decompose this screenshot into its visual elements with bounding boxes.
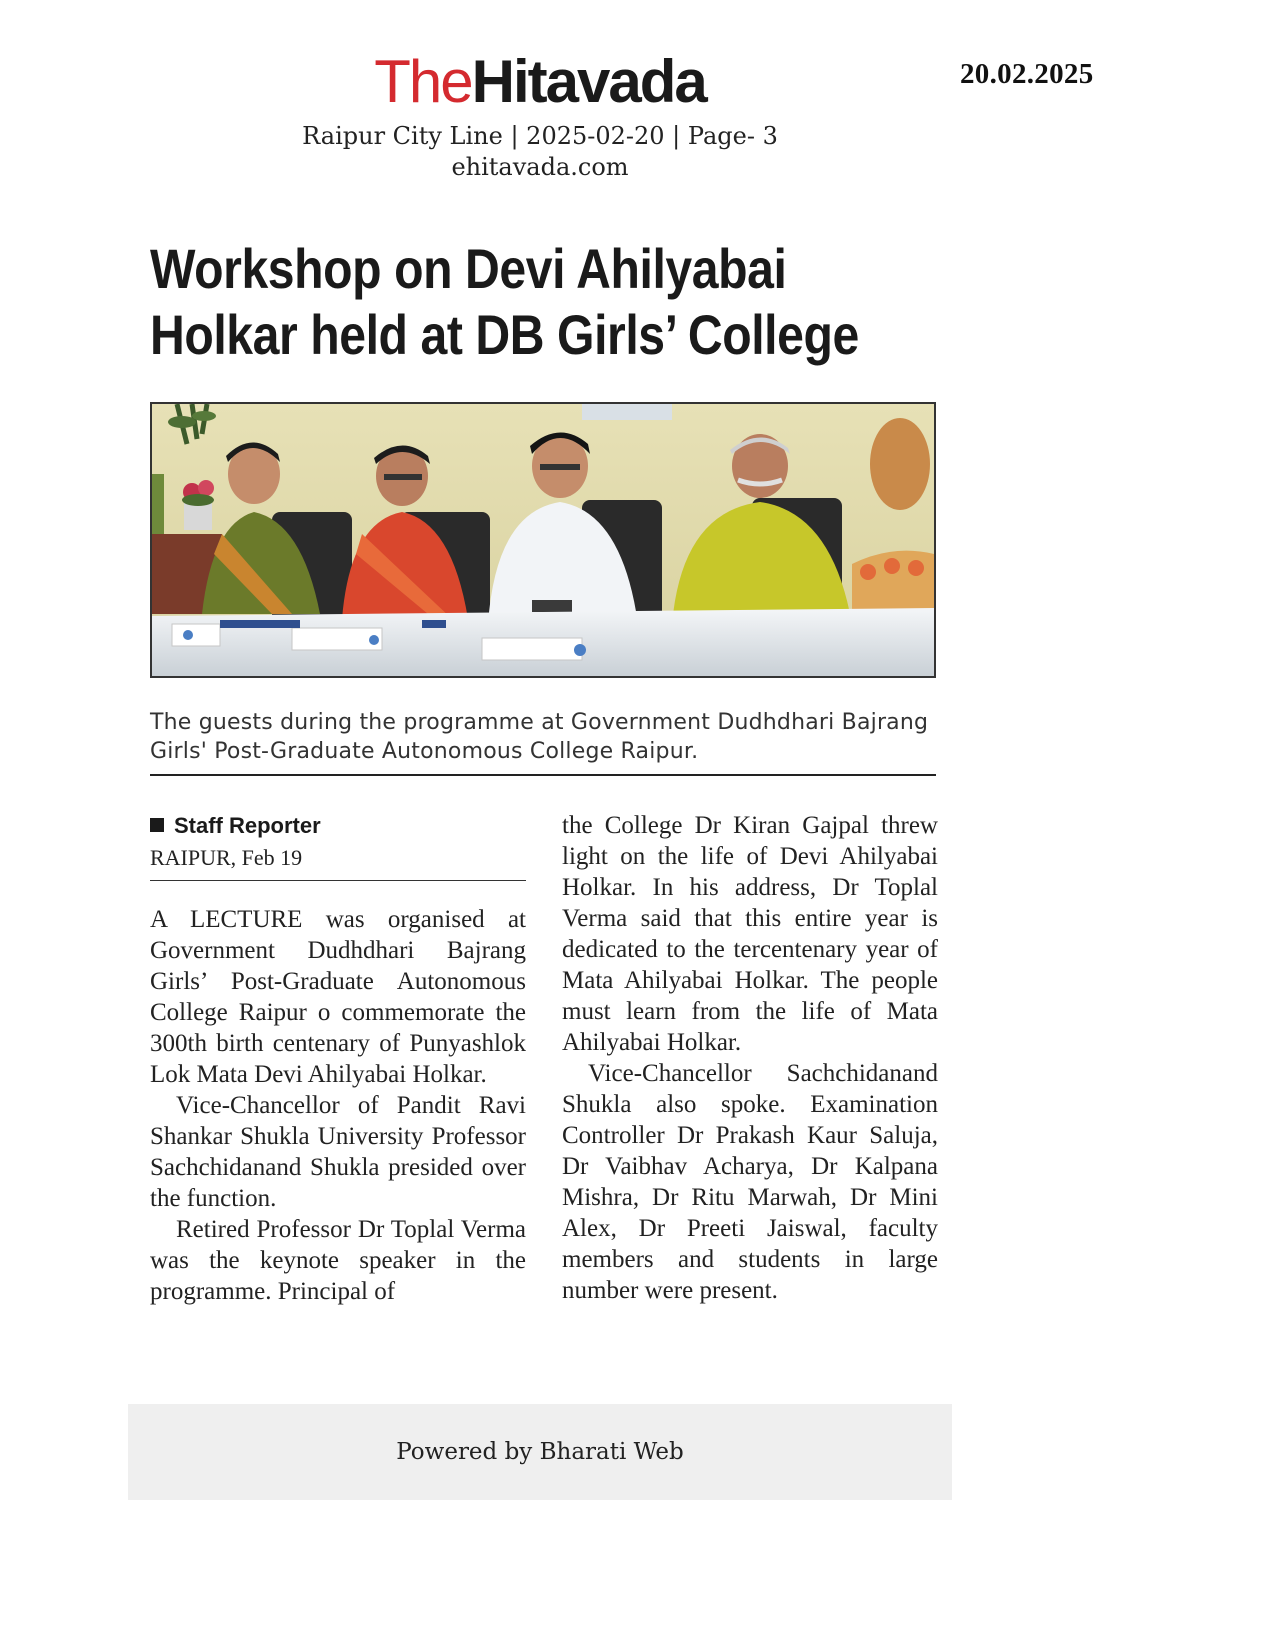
byline — [150, 812, 321, 840]
article-paragraph: Vice-Chancellor Sachchidanand Shukla also spoke. Examination Controller Dr Prakash Kaur Saluja, Dr Vaibhav Acharya, Dr Kalpana Mishra, Dr Ritu Marwah, Dr Mini Alex, Dr Preeti Jaiswal, faculty members and students in large number were present. — [562, 1060, 938, 1304]
guests-photo-illustration — [152, 404, 934, 676]
article-column-left — [150, 904, 526, 1307]
footer — [128, 1404, 952, 1500]
footer-credit[interactable]: Powered by Bharati Web — [396, 1439, 684, 1465]
dateline: RAIPUR, Feb 19 — [150, 845, 303, 870]
byline-divider — [150, 880, 526, 881]
newspaper-logo — [374, 48, 706, 116]
headline-line-1: Workshop on Devi Ahilyabai — [150, 237, 787, 300]
article-paragraph: Vice-Chancellor of Pandit Ravi Shankar Shukla University Professor Sachchidanand Shukla presided over the function. — [150, 1092, 526, 1212]
article-headline — [150, 236, 859, 368]
article-column-right — [562, 810, 938, 1306]
logo-the: The — [374, 48, 472, 115]
edition-line: Raipur City Line | 2025-02-20 | Page- 3 — [302, 122, 778, 150]
byline-square-icon — [150, 818, 164, 832]
masthead — [140, 48, 940, 182]
logo-hitavada: Hitavada — [471, 48, 706, 115]
article-paragraph: the College Dr Kiran Gajpal threw light on the life of Devi Ahilyabai Holkar. In his address, Dr Toplal Verma said that this entire year is dedicated to the tercentenary year of Mata Ahilyabai Holkar. The people must learn from the life of Mata Ahilyabai Holkar. — [562, 812, 938, 1056]
article-photo — [150, 402, 936, 678]
article-paragraph: A LECTURE was organised at Government Dudhdhari Bajrang Girls’ Post-Graduate Autonomous College Raipur o commemorate the 300th birth centenary of Punyashlok Lok Mata Devi Ahilyabai Holkar. — [150, 906, 526, 1088]
photo-caption: The guests during the programme at Government Dudhdhari Bajrang Girls' Post-Graduate Autonomous College Raipur. — [150, 710, 929, 764]
website-link[interactable]: ehitavada.com — [451, 153, 629, 181]
byline-text: Staff Reporter — [174, 813, 321, 838]
headline-line-2: Holkar held at DB Girls’ College — [150, 303, 859, 366]
article-paragraph: Retired Professor Dr Toplal Verma was the keynote speaker in the programme. Principal of — [150, 1216, 526, 1305]
clipping-date: 20.02.2025 — [960, 58, 1094, 90]
caption-divider — [150, 774, 936, 776]
